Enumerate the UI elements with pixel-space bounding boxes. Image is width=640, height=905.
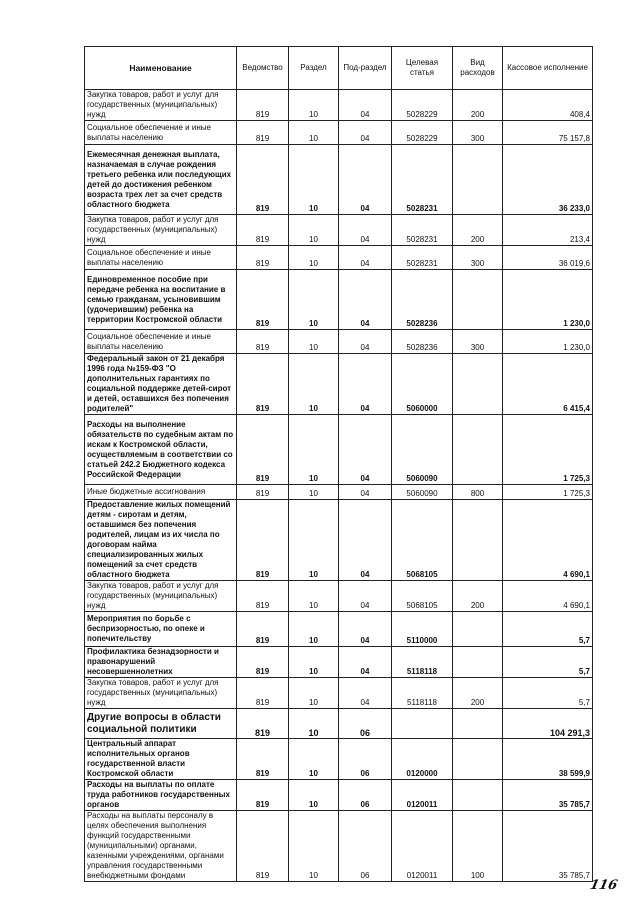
row-cash: 408,4 <box>503 90 593 121</box>
table-row <box>85 612 593 647</box>
row-target: 5028229 <box>392 121 453 145</box>
header-target: Целевая статья <box>392 47 453 90</box>
handwritten-page-number: 116 <box>588 878 619 893</box>
row-exp-type: 300 <box>453 121 503 145</box>
row-cash: 35 785,7 <box>503 780 593 811</box>
row-dept: 819 <box>237 709 289 739</box>
row-subsection: 04 <box>339 485 392 500</box>
row-name: Социальное обеспечение и иные выплаты населению <box>85 121 237 145</box>
row-exp-type <box>453 780 503 811</box>
table-row <box>85 485 593 500</box>
row-name: Центральный аппарат исполнительных органов государственной власти Костромской области <box>85 739 237 780</box>
row-exp-type <box>453 500 503 581</box>
row-exp-type: 200 <box>453 678 503 709</box>
row-exp-type <box>453 354 503 415</box>
row-dept: 819 <box>237 612 289 647</box>
row-section: 10 <box>289 612 339 647</box>
row-name: Закупка товаров, работ и услуг для государственных (муниципальных) нужд <box>85 678 237 709</box>
table-row <box>85 739 593 780</box>
row-subsection: 04 <box>339 246 392 270</box>
table-row <box>85 90 593 121</box>
row-dept: 819 <box>237 90 289 121</box>
row-cash: 38 599,9 <box>503 739 593 780</box>
row-subsection: 04 <box>339 145 392 215</box>
row-cash: 5,7 <box>503 612 593 647</box>
row-subsection: 04 <box>339 500 392 581</box>
row-exp-type <box>453 709 503 739</box>
row-name: Расходы на выполнение обязательств по судебным актам по искам к Костромской области, осуществляемым в соответствии со статьей 242.2 Бюджетного кодекса Российской Федерации <box>85 415 237 485</box>
table-row <box>85 145 593 215</box>
row-section: 10 <box>289 145 339 215</box>
row-target: 5028236 <box>392 330 453 354</box>
row-cash: 1 725,3 <box>503 485 593 500</box>
row-target: 0120000 <box>392 739 453 780</box>
row-name: Расходы на выплаты персоналу в целях обеспечения выполнения функций государственными (муниципальными) органами, казенными учреждениями, органами управления государственными внебюджетными фондами <box>85 811 237 882</box>
table-row <box>85 780 593 811</box>
row-name: Иные бюджетные ассигнования <box>85 485 237 500</box>
row-name: Закупка товаров, работ и услуг для государственных (муниципальных) нужд <box>85 581 237 612</box>
row-exp-type: 200 <box>453 90 503 121</box>
row-name: Социальное обеспечение и иные выплаты населению <box>85 246 237 270</box>
row-cash: 104 291,3 <box>503 709 593 739</box>
table-row <box>85 678 593 709</box>
row-section: 10 <box>289 270 339 330</box>
row-target: 5060000 <box>392 354 453 415</box>
row-target: 0120011 <box>392 811 453 882</box>
header-subsection: Под-раздел <box>339 47 392 90</box>
row-exp-type <box>453 739 503 780</box>
row-exp-type <box>453 270 503 330</box>
row-name: Единовременное пособие при передаче ребенка на воспитание в семью гражданам, усыновившим (удочерившим) ребенка на территории Костромской области <box>85 270 237 330</box>
table-row <box>85 647 593 678</box>
row-section: 10 <box>289 330 339 354</box>
row-name: Закупка товаров, работ и услуг для государственных (муниципальных) нужд <box>85 215 237 246</box>
table-row <box>85 270 593 330</box>
table-row <box>85 330 593 354</box>
row-section: 10 <box>289 485 339 500</box>
header-section: Раздел <box>289 47 339 90</box>
row-name: Расходы на выплаты по оплате труда работников государственных органов <box>85 780 237 811</box>
row-section: 10 <box>289 90 339 121</box>
row-target: 5068105 <box>392 581 453 612</box>
table-row <box>85 500 593 581</box>
row-cash: 36 233,0 <box>503 145 593 215</box>
table-row <box>85 121 593 145</box>
row-subsection: 04 <box>339 678 392 709</box>
table-row <box>85 581 593 612</box>
row-dept: 819 <box>237 500 289 581</box>
row-section: 10 <box>289 581 339 612</box>
table-row <box>85 709 593 739</box>
row-section: 10 <box>289 246 339 270</box>
row-name: Предоставление жилых помещений детям - сиротам и детям, оставшимся без попечения родителей, лицам из их числа по договорам найма специализированных жилых помещений за счет средств областного бюджета <box>85 500 237 581</box>
row-subsection: 06 <box>339 780 392 811</box>
row-name: Профилактика безнадзорности и правонарушений несовершеннолетних <box>85 647 237 678</box>
row-cash: 4 690,1 <box>503 581 593 612</box>
header-name: Наименование <box>85 47 237 90</box>
row-dept: 819 <box>237 215 289 246</box>
row-dept: 819 <box>237 145 289 215</box>
row-subsection: 04 <box>339 581 392 612</box>
row-section: 10 <box>289 811 339 882</box>
row-exp-type: 200 <box>453 581 503 612</box>
row-target: 0120011 <box>392 780 453 811</box>
header-exp-type: Вид расходов <box>453 47 503 90</box>
budget-table-container <box>84 46 592 882</box>
row-section: 10 <box>289 500 339 581</box>
row-section: 10 <box>289 709 339 739</box>
row-target: 5118118 <box>392 678 453 709</box>
row-subsection: 06 <box>339 811 392 882</box>
row-section: 10 <box>289 678 339 709</box>
row-dept: 819 <box>237 811 289 882</box>
row-name: Федеральный закон от 21 декабря 1996 года №159-ФЗ "О дополнительных гарантиях по социальной поддержке детей-сирот и детей, оставшихся без попечения родителей" <box>85 354 237 415</box>
row-exp-type <box>453 612 503 647</box>
row-name: Социальное обеспечение и иные выплаты населению <box>85 330 237 354</box>
row-subsection: 04 <box>339 647 392 678</box>
row-subsection: 04 <box>339 270 392 330</box>
row-exp-type: 100 <box>453 811 503 882</box>
row-subsection: 06 <box>339 739 392 780</box>
row-section: 10 <box>289 647 339 678</box>
row-target <box>392 709 453 739</box>
header-dept: Ведомство <box>237 47 289 90</box>
row-cash: 5,7 <box>503 678 593 709</box>
row-cash: 1 230,0 <box>503 270 593 330</box>
row-dept: 819 <box>237 647 289 678</box>
row-target: 5068105 <box>392 500 453 581</box>
row-subsection: 04 <box>339 612 392 647</box>
table-row <box>85 215 593 246</box>
row-dept: 819 <box>237 246 289 270</box>
row-cash: 1 725,3 <box>503 415 593 485</box>
row-dept: 819 <box>237 581 289 612</box>
row-name: Ежемесячная денежная выплата, назначаемая в случае рождения третьего ребенка или последующих детей до достижения ребенком возраста трех лет за счет средств областного бюджета <box>85 145 237 215</box>
table-header-row <box>85 47 593 90</box>
row-dept: 819 <box>237 780 289 811</box>
row-exp-type: 200 <box>453 215 503 246</box>
row-dept: 819 <box>237 121 289 145</box>
header-cash: Кассовое исполнение <box>503 47 593 90</box>
row-cash: 4 690,1 <box>503 500 593 581</box>
row-section: 10 <box>289 121 339 145</box>
row-exp-type <box>453 145 503 215</box>
row-subsection: 04 <box>339 90 392 121</box>
row-cash: 5,7 <box>503 647 593 678</box>
row-name: Другие вопросы в области социальной политики <box>85 709 237 739</box>
row-exp-type <box>453 647 503 678</box>
row-exp-type <box>453 415 503 485</box>
row-section: 10 <box>289 415 339 485</box>
row-target: 5028229 <box>392 90 453 121</box>
row-target: 5028231 <box>392 145 453 215</box>
row-subsection: 04 <box>339 330 392 354</box>
row-dept: 819 <box>237 485 289 500</box>
row-target: 5060090 <box>392 415 453 485</box>
row-name: Закупка товаров, работ и услуг для государственных (муниципальных) нужд <box>85 90 237 121</box>
row-name: Мероприятия по борьбе с беспризорностью, по опеке и попечительству <box>85 612 237 647</box>
row-subsection: 04 <box>339 121 392 145</box>
row-section: 10 <box>289 739 339 780</box>
table-row <box>85 246 593 270</box>
row-exp-type: 300 <box>453 330 503 354</box>
row-target: 5028236 <box>392 270 453 330</box>
row-cash: 1 230,0 <box>503 330 593 354</box>
row-cash: 36 019,6 <box>503 246 593 270</box>
row-exp-type: 800 <box>453 485 503 500</box>
table-row <box>85 415 593 485</box>
row-section: 10 <box>289 215 339 246</box>
row-cash: 6 415,4 <box>503 354 593 415</box>
row-section: 10 <box>289 354 339 415</box>
row-subsection: 06 <box>339 709 392 739</box>
row-cash: 35 785,7 <box>503 811 593 882</box>
row-subsection: 04 <box>339 415 392 485</box>
table-row <box>85 354 593 415</box>
table-row <box>85 811 593 882</box>
row-dept: 819 <box>237 678 289 709</box>
row-dept: 819 <box>237 330 289 354</box>
row-exp-type: 300 <box>453 246 503 270</box>
budget-table <box>84 46 593 882</box>
row-dept: 819 <box>237 739 289 780</box>
row-target: 5060090 <box>392 485 453 500</box>
row-target: 5028231 <box>392 246 453 270</box>
row-dept: 819 <box>237 354 289 415</box>
row-subsection: 04 <box>339 215 392 246</box>
row-dept: 819 <box>237 415 289 485</box>
row-subsection: 04 <box>339 354 392 415</box>
row-target: 5028231 <box>392 215 453 246</box>
row-cash: 75 157,8 <box>503 121 593 145</box>
row-target: 5118118 <box>392 647 453 678</box>
row-section: 10 <box>289 780 339 811</box>
row-cash: 213,4 <box>503 215 593 246</box>
row-target: 5110000 <box>392 612 453 647</box>
row-dept: 819 <box>237 270 289 330</box>
